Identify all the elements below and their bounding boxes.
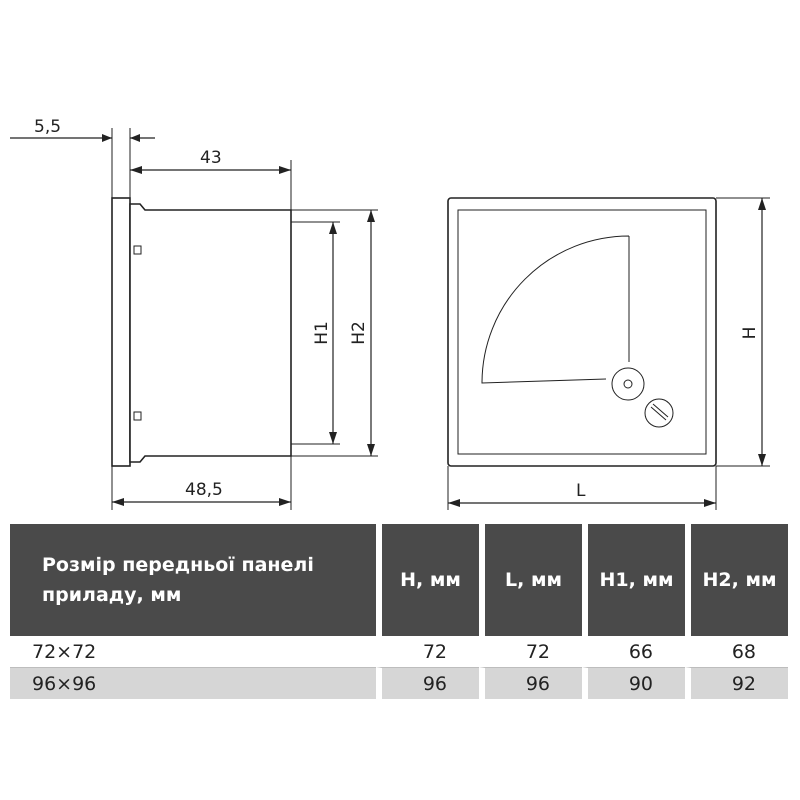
cell-size: 96×96 [10, 668, 376, 699]
table-header-row [10, 524, 788, 636]
side-view [10, 117, 378, 510]
dim-h2-label: H2 [349, 321, 369, 345]
table-row [10, 668, 788, 699]
cell-size: 72×72 [10, 636, 376, 668]
dim-total-depth: 48,5 [185, 480, 223, 500]
table-row [10, 636, 788, 668]
cell-h2: 68 [685, 636, 788, 668]
header-l: L, мм [479, 524, 582, 636]
header-panel-size: Розмір передньої панелі приладу, мм [10, 524, 376, 636]
cell-h1: 90 [582, 668, 685, 699]
dim-h1-label: H1 [312, 321, 332, 345]
dim-l-label: L [576, 481, 586, 501]
cell-h: 72 [376, 636, 479, 668]
cell-h: 96 [376, 668, 479, 699]
front-view [448, 198, 770, 510]
header-h2: H2, мм [685, 524, 788, 636]
cell-l: 72 [479, 636, 582, 668]
cell-h2: 92 [685, 668, 788, 699]
front-flange [112, 198, 130, 466]
specification-table [10, 524, 788, 699]
cell-h1: 66 [582, 636, 685, 668]
dim-h-label: H [740, 326, 760, 340]
dim-housing-depth: 43 [200, 148, 222, 168]
housing [130, 204, 291, 462]
header-h1: H1, мм [582, 524, 685, 636]
header-h: H, мм [376, 524, 479, 636]
dim-flange-thickness: 5,5 [34, 117, 62, 137]
cell-l: 96 [479, 668, 582, 699]
front-panel [448, 198, 716, 466]
